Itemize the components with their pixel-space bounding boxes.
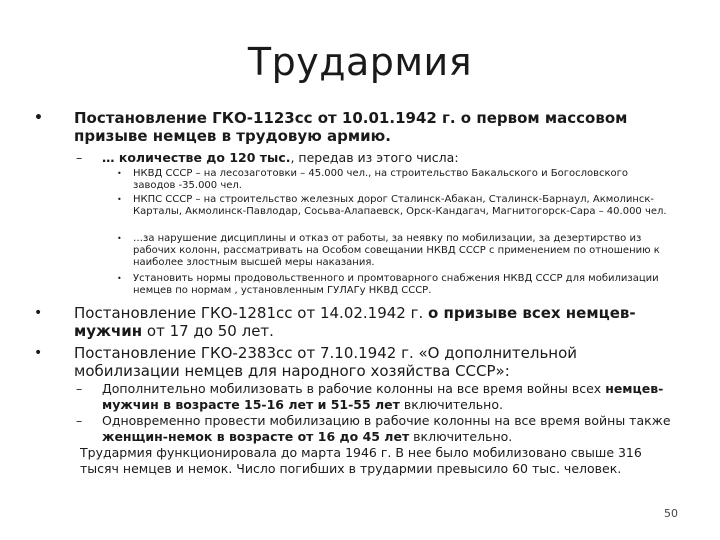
decree-2383-text: Постановление ГКО-2383сс от 7.10.1942 г. «О дополнительной мобилизации немцев для народного хозяйства СССР»: [74, 344, 578, 380]
dash-icon: – [76, 381, 83, 396]
summary-text: Трудармия функционировала до марта 1946 г. В нее было мобилизовано свыше 316 тысяч немцев и немок. Число погибших в трудармии превысило 60 тыс. человек. [80, 445, 642, 476]
allocation-text: НКПС СССР – на строительство железных дорог Сталинск-Абакан, Сталинск-Барнаул, Акмолинск-Карталы, Акмолинск-Павлодар, Сосьва-Алапаевск, Орск-Кандагач, Магнитогорск-Сара – 40.000 чел. [133, 194, 667, 217]
allocation-item [117, 194, 673, 218]
bullet-icon: • [34, 305, 43, 321]
allocation-item [117, 273, 673, 297]
sub-bold: немцев-мужчин в возрасте 15-16 лет и 51-55 лет [102, 381, 664, 412]
decree-1123 [34, 109, 674, 145]
quota-rest: , передав из этого числа: [290, 150, 459, 165]
sub-post: включительно. [399, 397, 503, 412]
decree-1123-quota [76, 150, 672, 166]
page-number: 50 [664, 507, 678, 520]
allocation-item [117, 233, 673, 269]
slide-title: Трудармия [247, 40, 473, 84]
decree-1281 [34, 304, 674, 340]
sub-bold: женщин-немок в возрасте от 16 до 45 лет [102, 429, 410, 444]
bullet-icon: • [34, 110, 43, 126]
bullet-icon: • [117, 169, 122, 178]
allocation-text: НКВД СССР – на лесозаготовки – 45.000 чел., на строительство Бакальского и Богословского заводов -35.000 чел. [133, 168, 629, 191]
allocation-text: Установить нормы продовольственного и промтоварного снабжения НКВД СССР для мобилизации немцев по нормам , установленным ГУЛАГу НКВД СССР. [133, 273, 659, 296]
allocation-item [117, 168, 673, 192]
decree-1281-bold: о призыве всех немцев-мужчин [74, 304, 636, 340]
quota-bold: … количестве до 120 тыс. [102, 150, 291, 165]
dash-icon: – [76, 413, 83, 428]
decree-2383 [34, 344, 674, 380]
decree-2383-sub [76, 381, 672, 413]
sub-pre: Дополнительно мобилизовать в рабочие колонны на все время войны всех [102, 381, 606, 396]
decree-1281-rest: от 17 до 50 лет. [142, 322, 274, 340]
decree-1281-text: Постановление ГКО-1281сс от 14.02.1942 г. [74, 304, 429, 322]
bullet-icon: • [117, 234, 122, 243]
allocation-text: …за нарушение дисциплины и отказ от работы, за неявку по мобилизации, за дезертирство из рабочих колонн, рассматривать на Особом совещании НКВД СССР с применением по отношению к наиболее злостным высшей меры наказания. [133, 233, 660, 268]
dash-icon: – [76, 150, 83, 165]
sub-post: включительно. [409, 429, 513, 444]
sub-pre: Одновременно провести мобилизацию в рабочие колонны на все время войны также [102, 413, 671, 428]
decree-2383-sub [76, 413, 672, 445]
decree-1123-text: Постановление ГКО-1123сс от 10.01.1942 г. о первом массовом призыве немцев в трудовую армию. [74, 109, 628, 145]
bullet-icon: • [117, 195, 122, 204]
bullet-icon: • [34, 345, 43, 361]
bullet-icon: • [117, 274, 122, 283]
